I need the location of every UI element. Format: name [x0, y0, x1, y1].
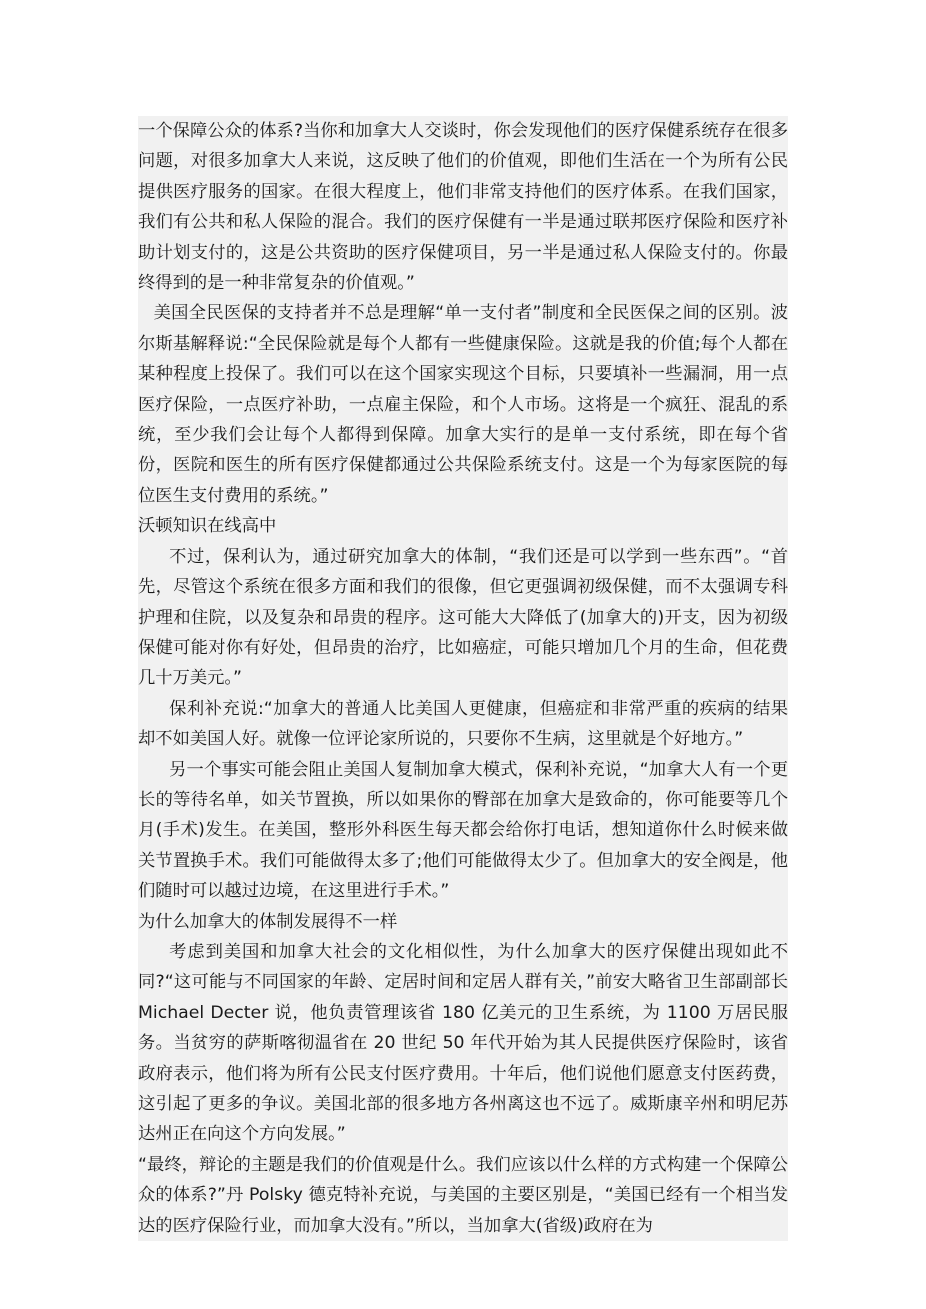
paragraph-4: 保利补充说:“加拿大的普通人比美国人更健康，但癌症和非常严重的疾病的结果却不如美国人好。就像一位评论家所说的，只要你不生病，这里就是个好地方。”: [138, 698, 788, 750]
document-page: [138, 116, 788, 1241]
paragraph-1: 一个保障公众的体系?当你和加拿大人交谈时，你会发现他们的医疗保健系统存在很多问题，对很多加拿大人来说，这反映了他们的价值观，即他们生活在一个为所有公民提供医疗服务的国家。在很大程度上，他们非常支持他们的医疗体系。在我们国家，我们有公共和私人保险的混合。我们的医疗保健有一半是通过联邦医疗保险和医疗补助计划支付的，这是公共资助的医疗保健项目，另一半是通过私人保险支付的。你最终得到的是一种非常复杂的价值观。”: [138, 121, 788, 294]
paragraph-7: “最终，辩论的主题是我们的价值观是什么。我们应该以什么样的方式构建一个保障公众的体系?”丹 Polsky 德克特补充说，与美国的主要区别是，“美国已经有一个相当发达的医疗保险行业，而加拿大没有。”所以，当加拿大(省级)政府在为: [138, 1154, 788, 1236]
paragraph-5: 另一个事实可能会阻止美国人复制加拿大模式，保利补充说，“加拿大人有一个更长的等待名单，如关节置换，所以如果你的臀部在加拿大是致命的，你可能要等几个月(手术)发生。在美国，整形外科医生每天都会给你打电话，想知道你什么时候来做关节置换手术。我们可能做得太多了;他们可能做得太少了。但加拿大的安全阀是，他们随时可以越过边境，在这里进行手术。”: [138, 759, 788, 902]
section-heading-why-canada: 为什么加拿大的体制发展得不一样: [138, 911, 398, 932]
paragraph-2: 美国全民医保的支持者并不总是理解“单一支付者”制度和全民医保之间的区别。波尔斯基解释说:“全民保险就是每个人都有一些健康保险。这就是我的价值;每个人都在某种程度上投保了。我们可以在这个国家实现这个目标，只要填补一些漏洞，用一点医疗保险，一点医疗补助，一点雇主保险，和个人市场。这将是一个疯狂、混乱的系统，至少我们会让每个人都得到保障。加拿大实行的是单一支付系统，即在每个省份，医院和医生的所有医疗保健都通过公共保险系统支付。这是一个为每家医院的每位医生支付费用的系统。”: [138, 303, 788, 506]
section-heading-wharton: 沃顿知识在线高中: [138, 516, 277, 537]
paragraph-6: 考虑到美国和加拿大社会的文化相似性，为什么加拿大的医疗保健出现如此不同?“这可能与不同国家的年龄、定居时间和定居人群有关，”前安大略省卫生部副部长 Michael Decter 说，他负责管理该省 180 亿美元的卫生系统，为 1100 万居民服务。当贫穷的萨斯喀彻温省在 20 世纪 50 年代开始为其人民提供医疗保险时，该省政府表示，他们将为所有公民支付医疗费用。十年后，他们说他们愿意支付医药费，这引起了更多的争议。美国北部的很多地方各州离这也不远了。威斯康辛州和明尼苏达州正在向这个方向发展。”: [138, 941, 788, 1145]
paragraph-3: 不过，保利认为，通过研究加拿大的体制，“我们还是可以学到一些东西”。“首先，尽管这个系统在很多方面和我们的很像，但它更强调初级保健，而不太强调专科护理和住院，以及复杂和昂贵的程序。这可能大大降低了(加拿大的)开支，因为初级保健可能对你有好处，但昂贵的治疗，比如癌症，可能只增加几个月的生命，但花费几十万美元。”: [138, 546, 788, 689]
